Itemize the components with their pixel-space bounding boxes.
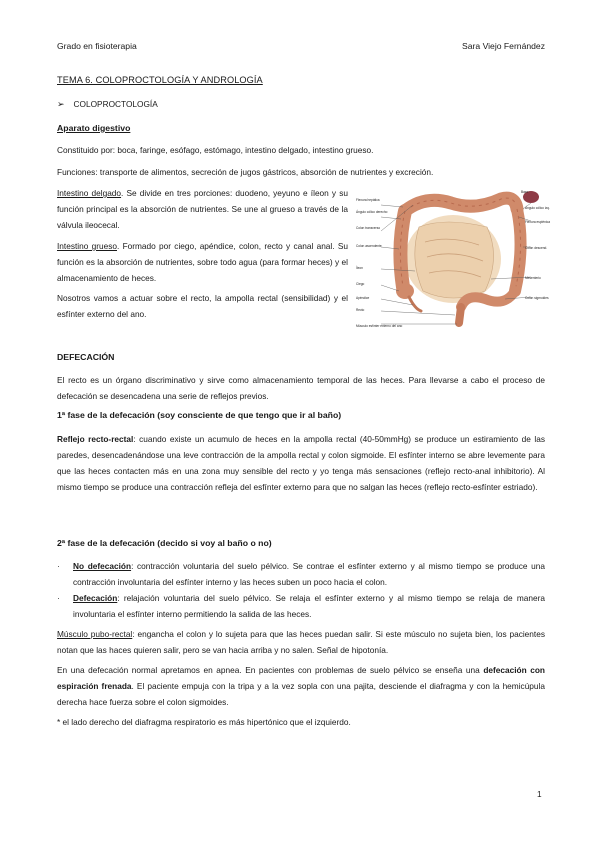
bullet-description: : relajación voluntaria del suelo pélvico. Se relaja el esfínter externo y al mismo tiempo se relaja de manera involuntaria el esfínter interno permitiendo la salida de las heces. bbox=[73, 593, 545, 619]
page-number: 1 bbox=[537, 789, 542, 799]
pubo-text: : engancha el colon y lo sujeta para que las heces puedan salir. Si este músculo no sujeta bien, los pacientes notan que las haces quieren salir, pero se van hacia arriba y no salen. Señal de hipotonía. bbox=[57, 629, 545, 655]
label-angulo-izquierdo: Ángulo cólico izq. bbox=[525, 206, 550, 210]
label-colon-ascendente: Colon ascendente bbox=[356, 244, 382, 248]
grueso-text: . Formado por ciego, apéndice, colon, recto y canal anal. Su función es la absorción de nutrientes, sobre todo agua (para formar heces) y el almacenamiento de heces. bbox=[57, 241, 348, 283]
label-angulo-derecho: Ángulo cólico derecho bbox=[356, 210, 388, 214]
normal-term: defecación con espiración frenada bbox=[57, 665, 545, 691]
colon-illustration bbox=[355, 187, 550, 329]
reflejo-term: Reflejo recto-rectal bbox=[57, 434, 134, 444]
header-left: Grado en fisioterapia bbox=[57, 41, 137, 51]
nosotros-paragraph: Nosotros vamos a actuar sobre el recto, la ampolla rectal (sensibilidad) y el esfínter externo del ano. bbox=[57, 293, 348, 319]
grueso-paragraph bbox=[57, 238, 348, 286]
page-title: TEMA 6. COLOPROCTOLOGÍA Y ANDROLOGÍA bbox=[57, 75, 263, 85]
label-ileon: Íleon bbox=[356, 266, 363, 270]
constituido-paragraph: Constituido por: boca, faringe, esófago, estómago, intestino delgado, intestino grueso. bbox=[57, 145, 374, 155]
fase1-heading: 1ª fase de la defecación (soy consciente de que tengo que ir al baño) bbox=[57, 410, 342, 420]
label-recto: Recto bbox=[356, 308, 365, 312]
bullet-term: No defecación bbox=[73, 561, 132, 571]
normal-pre: En una defecación normal apretamos en apnea. En pacientes con problemas de suelo pélvico se enseña una bbox=[57, 665, 484, 675]
label-flexura-hepatica: Flexura hepática bbox=[356, 198, 380, 202]
pubo-term: Músculo pubo-rectal bbox=[57, 629, 133, 639]
fase2-heading: 2ª fase de la defecación (decido si voy al baño o no) bbox=[57, 538, 272, 548]
colon-anatomy-figure bbox=[355, 187, 550, 329]
label-mesenterio: Mesenterio bbox=[525, 276, 541, 280]
bullet-dot: · bbox=[57, 561, 60, 571]
funciones-paragraph: Funciones: transporte de alimentos, secreción de jugos gástricos, absorción de nutrientes y excreción. bbox=[57, 167, 434, 177]
defecacion-paragraph: El recto es un órgano discriminativo y sirve como almacenamiento temporal de las heces. Para llevarse a cabo el proceso de defecación se desencadena una serie de reflejos previos. bbox=[57, 375, 545, 401]
reflejo-text: : cuando existe un acumulo de heces en la ampolla rectal (40-50mmHg) se produce un estiramiento de las paredes, desencadenándose una leve contracción de la ampolla rectal y colon sigmoide. El esfínter interno se abre levemente para que las heces contacten más en una zona muy sensible del recto y yo tenga más sensaciones (reflejo recto-anal inhibitorio). Al mismo tiempo se produce una contracción refleja del esfínter externo para que no salgan las heces (reflejo recto-esfínter estriado). bbox=[57, 434, 545, 492]
label-colon-sigmoides: Colon sigmoides bbox=[525, 296, 549, 300]
footnote-paragraph: * el lado derecho del diafragma respiratorio es más hipertónico que el izquierdo. bbox=[57, 717, 351, 727]
bullet-description: : contracción voluntaria del suelo pélvico. Se contrae el esfínter externo y al mismo tiempo se produce una contracción involuntaria del esfínter interno y las heces suben un poco hacia el colon. bbox=[73, 561, 545, 587]
bullet-text bbox=[73, 558, 545, 590]
bullet-defecacion bbox=[57, 590, 545, 622]
delgado-text: . Se divide en tres porciones: duodeno, yeyuno e íleon y su función principal es la absorción de nutrientes. Se une al grueso a través de la válvula ileocecal. bbox=[57, 188, 348, 230]
grueso-term: Intestino grueso bbox=[57, 241, 117, 251]
label-flexura-esplenica: Flexura esplénica bbox=[525, 220, 550, 224]
section-subtitle bbox=[57, 99, 158, 110]
bullet-term: Defecación bbox=[73, 593, 118, 603]
header-right: Sara Viejo Fernández bbox=[462, 41, 545, 51]
bullet-no-defecacion bbox=[57, 558, 545, 590]
pubo-rectal-paragraph bbox=[57, 626, 545, 658]
defecacion-heading: DEFECACIÓN bbox=[57, 352, 115, 362]
normal-post: . El paciente empuja con la tripa y a la vez sopla con una pajita, desciende el diafragma y con la hemicúpula derecha hace fuerza sobre el colon sigmoides. bbox=[57, 681, 545, 707]
reflejo-paragraph bbox=[57, 431, 545, 495]
delgado-paragraph bbox=[57, 185, 348, 233]
label-esfinter: Músculo esfínter externo del ano bbox=[356, 324, 403, 328]
normal-defecation-paragraph bbox=[57, 662, 545, 710]
label-bazo: Bazo bbox=[521, 190, 529, 194]
bullet-text bbox=[73, 590, 545, 622]
arrow-bullet-icon: ➢ bbox=[57, 99, 65, 109]
label-ciego: Ciego bbox=[356, 282, 365, 286]
subtitle-text: COLOPROCTOLOGÍA bbox=[73, 99, 158, 109]
delgado-term: Intestino delgado bbox=[57, 188, 122, 198]
label-colon-transverso: Colon transverso bbox=[356, 226, 381, 230]
digestive-heading: Aparato digestivo bbox=[57, 123, 131, 133]
label-colon-descendente: Colon descend. bbox=[525, 246, 548, 250]
bullet-dot: · bbox=[57, 593, 60, 603]
label-apendice: Apéndice bbox=[356, 296, 370, 300]
